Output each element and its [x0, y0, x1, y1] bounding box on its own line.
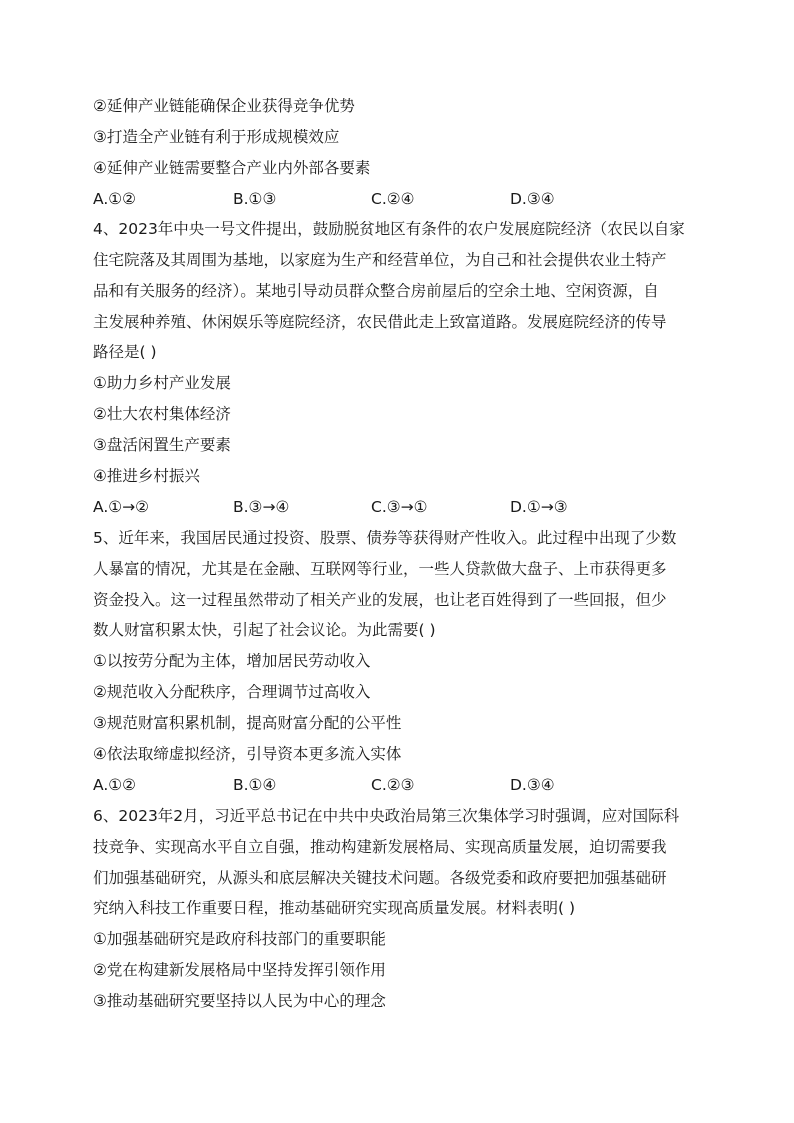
- q4-stem-line-2: 住宅院落及其周围为基地，以家庭为生产和经营单位，为自己和社会提供农业土特产: [93, 251, 667, 269]
- q5-choice-d: D.③④: [510, 776, 555, 794]
- q4-stem-line-5: 路径是( ): [93, 343, 157, 361]
- q5-choice-c: C.②③: [371, 776, 415, 794]
- q4-stem-line-4: 主发展种养殖、休闲娱乐等庭院经济，农民借此走上致富道路。发展庭院经济的传导: [93, 313, 667, 331]
- q4-answer-choices: [93, 492, 713, 523]
- q4-stem-line-1: 4、2023年中央一号文件提出，鼓励脱贫地区有条件的农户发展庭院经济（农民以自家: [93, 220, 685, 238]
- q4-option-2: ②壮大农村集体经济: [93, 405, 231, 423]
- q5-stem-line-4: 数人财富积累太快，引起了社会议论。为此需要( ): [93, 621, 436, 639]
- q6-option-2: ②党在构建新发展格局中坚持发挥引领作用: [93, 961, 386, 979]
- q5-option-2: ②规范收入分配秩序，合理调节过高收入: [93, 683, 371, 701]
- q5-choice-a: A.①②: [93, 776, 137, 794]
- q5-answer-choices: [93, 770, 713, 801]
- q5-stem-line-3: 资金投入。这一过程虽然带动了相关产业的发展，也让老百姓得到了一些回报，但少: [93, 591, 667, 609]
- q6-stem-line-1: 6、2023年2月，习近平总书记在中共中央政治局第三次集体学习时强调，应对国际科: [93, 807, 680, 825]
- q3-option-4: ④延伸产业链需要整合产业内外部各要素: [93, 159, 371, 177]
- q5-option-4: ④依法取缔虚拟经济，引导资本更多流入实体: [93, 745, 402, 763]
- q4-choice-d: D.①→③: [510, 498, 568, 516]
- q3-choice-d: D.③④: [510, 190, 555, 208]
- q5-option-1: ①以按劳分配为主体，增加居民劳动收入: [93, 652, 371, 670]
- q5-choice-b: B.①④: [233, 776, 277, 794]
- q3-option-2: ②延伸产业链能确保企业获得竞争优势: [93, 97, 355, 115]
- q4-choice-a: A.①→②: [93, 498, 150, 516]
- q6-stem-line-4: 究纳入科技工作重要日程，推动基础研究实现高质量发展。材料表明( ): [93, 899, 576, 917]
- q4-choice-b: B.③→④: [233, 498, 290, 516]
- q4-option-1: ①助力乡村产业发展: [93, 374, 231, 392]
- q5-stem-line-2: 人暴富的情况，尤其是在金融、互联网等行业，一些人贷款做大盘子、上市获得更多: [93, 560, 667, 578]
- q5-option-3: ③规范财富积累机制，提高财富分配的公平性: [93, 714, 402, 732]
- q4-option-3: ③盘活闲置生产要素: [93, 436, 231, 454]
- q3-answer-choices: [93, 184, 713, 215]
- q6-option-3: ③推动基础研究要坚持以人民为中心的理念: [93, 992, 386, 1010]
- q3-option-3: ③打造全产业链有利于形成规模效应: [93, 128, 340, 146]
- q6-option-1: ①加强基础研究是政府科技部门的重要职能: [93, 930, 386, 948]
- q4-choice-c: C.③→①: [371, 498, 428, 516]
- q6-stem-line-2: 技竞争、实现高水平自立自强，推动构建新发展格局、实现高质量发展，迫切需要我: [93, 838, 667, 856]
- q3-choice-a: A.①②: [93, 190, 137, 208]
- q3-choice-b: B.①③: [233, 190, 277, 208]
- q6-stem-line-3: 们加强基础研究，从源头和底层解决关键技术问题。各级党委和政府要把加强基础研: [93, 869, 667, 887]
- q5-stem-line-1: 5、近年来，我国居民通过投资、股票、债券等获得财产性收入。此过程中出现了少数: [93, 529, 677, 547]
- q4-stem-line-3: 品和有关服务的经济）。某地引导动员群众整合房前屋后的空余土地、空闲资源，自: [93, 282, 659, 300]
- q4-option-4: ④推进乡村振兴: [93, 467, 200, 485]
- q3-choice-c: C.②④: [371, 190, 415, 208]
